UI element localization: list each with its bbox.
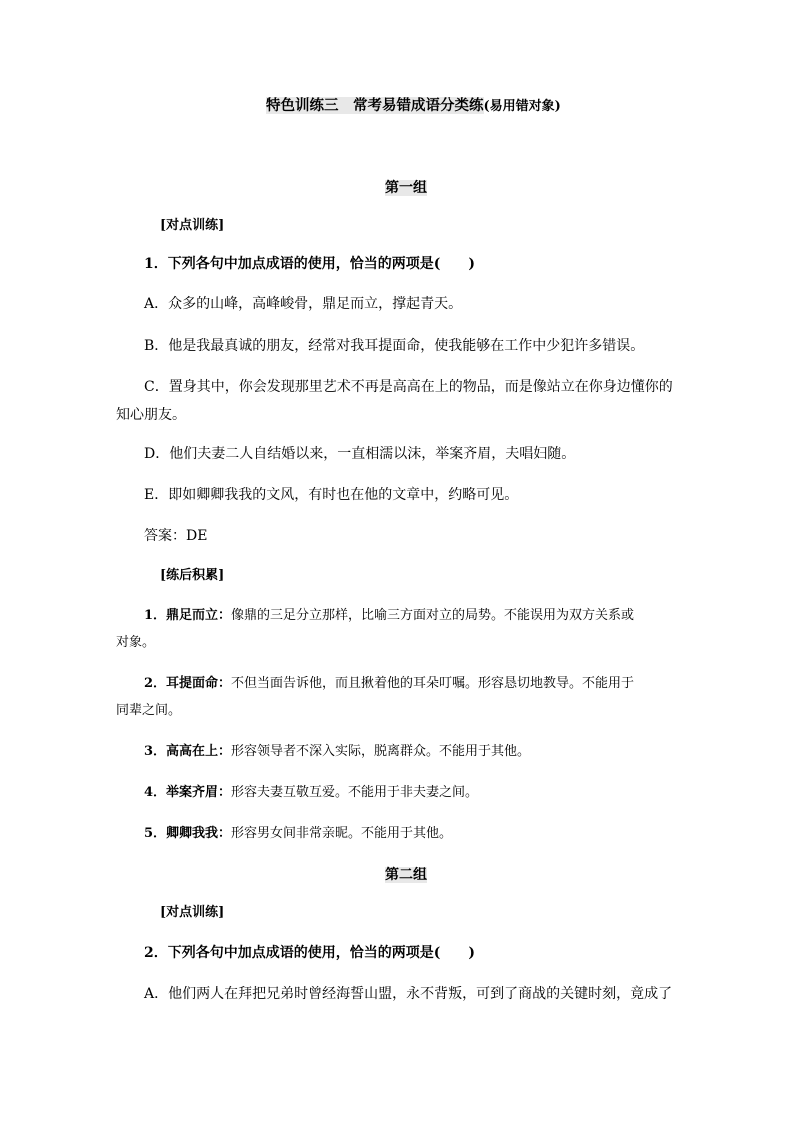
- note-5: [144, 824, 452, 844]
- option-1a: A．众多的山峰，高峰峻骨，鼎足而立，撑起青天。: [144, 296, 463, 312]
- note-3-text: 形容领导者不深入实际，脱离群众。不能用于其他。: [231, 744, 531, 759]
- note-3-term: 3．高高在上：: [144, 744, 232, 759]
- option-1e: E．即如卿卿我我的文风，有时也在他的文章中，约略可见。: [144, 487, 519, 503]
- group1-tag-training: [对点训练]: [160, 218, 225, 233]
- title-main: 特色训练三 常考易错成语分类练: [266, 97, 484, 114]
- note-5-term: 5．卿卿我我：: [144, 826, 232, 841]
- page-title: [266, 96, 561, 117]
- note-2-term: 2．耳提面命：: [144, 676, 232, 691]
- note-2-cont: 同辈之间。: [116, 703, 182, 718]
- answer-1: 答案：DE: [144, 528, 208, 544]
- note-2: [144, 674, 634, 694]
- group2-heading: [385, 865, 427, 885]
- group1-tag-accumulate: [练后积累]: [160, 568, 225, 583]
- question-2: 2．下列各句中加点成语的使用，恰当的两项是( ): [144, 945, 475, 961]
- question-1: 1．下列各句中加点成语的使用，恰当的两项是( ): [144, 256, 475, 272]
- option-1d: D．他们夫妻二人自结婚以来，一直相濡以沫，举案齐眉，夫唱妇随。: [144, 446, 576, 462]
- note-1: [144, 606, 634, 626]
- title-sub: (易用错对象): [483, 99, 561, 114]
- note-1-cont: 对象。: [116, 635, 156, 650]
- note-3: [144, 742, 530, 762]
- group2-heading-text: 第二组: [385, 867, 427, 883]
- option-1c-cont: 知心朋友。: [116, 407, 186, 423]
- note-1-term: 1．鼎足而立：: [144, 608, 232, 623]
- note-4-term: 4．举案齐眉：: [144, 785, 232, 800]
- note-4: [144, 783, 478, 803]
- group2-tag-training: [对点训练]: [160, 905, 225, 920]
- option-2a: A．他们两人在拜把兄弟时曾经海誓山盟，永不背叛，可到了商战的关键时刻，竟成了: [144, 986, 673, 1002]
- group1-heading: [385, 178, 427, 198]
- note-5-text: 形容男女间非常亲昵。不能用于其他。: [231, 826, 453, 841]
- option-1c: C．置身其中，你会发现那里艺术不再是高高在上的物品，而是像站立在你身边懂你的: [144, 379, 673, 395]
- note-4-text: 形容夫妻互敬互爱。不能用于非夫妻之间。: [231, 785, 479, 800]
- note-2-text: 不但当面告诉他，而且揪着他的耳朵叮嘱。形容恳切地教导。不能用于: [231, 676, 635, 691]
- note-1-text: 像鼎的三足分立那样，比喻三方面对立的局势。不能误用为双方关系或: [231, 608, 635, 623]
- option-1b: B．他是我最真诚的朋友，经常对我耳提面命，使我能够在工作中少犯许多错误。: [144, 338, 645, 354]
- group1-heading-text: 第一组: [385, 180, 427, 196]
